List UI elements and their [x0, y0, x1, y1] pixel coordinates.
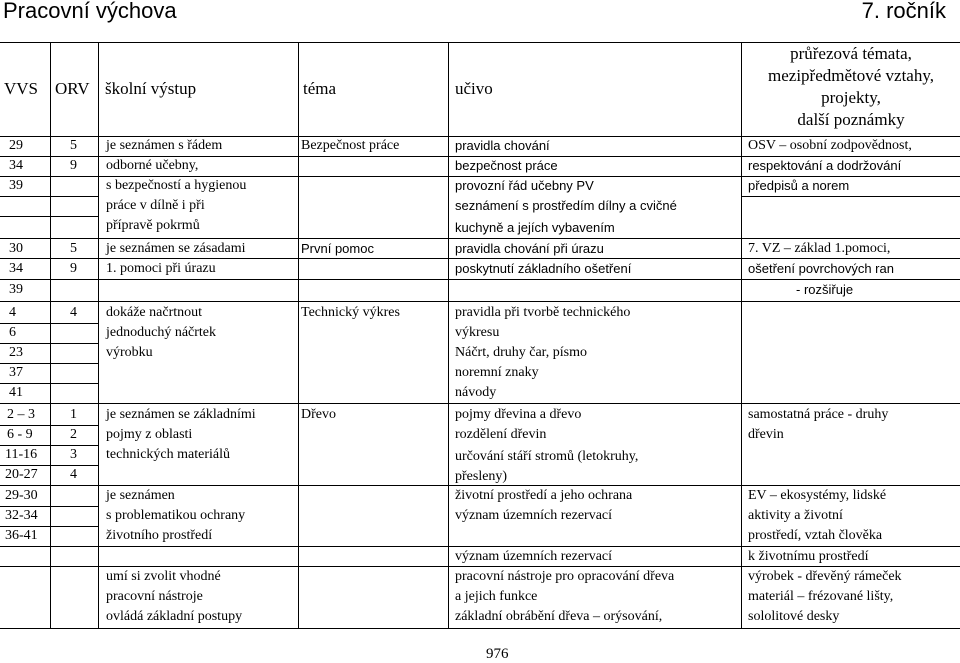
vystup-line: jednoduchý náčrtek — [106, 325, 217, 340]
subject-title: Pracovní výchova — [3, 0, 177, 23]
vystup-line: dokáže načrtnout — [106, 305, 203, 320]
vystup-line: práce v dílně i při — [106, 198, 205, 213]
rule — [0, 506, 98, 507]
rule — [0, 546, 960, 547]
ucivo-line: pojmy dřevina a dřevo — [455, 407, 582, 422]
ucivo-line: význam územních rezervací — [455, 549, 613, 564]
rule — [0, 136, 960, 137]
vystup-line: je seznámen se zásadami — [106, 241, 246, 256]
rule — [0, 238, 960, 239]
ucivo-line: výkresu — [455, 325, 500, 340]
vystup-line: výrobku — [106, 345, 153, 360]
topic-title: Dřevo — [301, 407, 336, 422]
ucivo-line: a jejich funkce — [455, 589, 538, 604]
vystup-line: ovládá základní postupy — [106, 609, 243, 624]
vvs-cell: 29-30 — [5, 488, 38, 503]
vystup-line: technických materiálů — [106, 447, 230, 462]
rule — [0, 216, 98, 217]
pt-line: ošetření povrchových ran — [748, 261, 894, 276]
ucivo-line: bezpečnost práce — [455, 158, 558, 173]
vvs-cell: 29 — [9, 138, 23, 153]
vvs-cell: 20-27 — [5, 467, 38, 482]
orv-cell: 4 — [70, 467, 77, 482]
col-rule — [298, 42, 299, 628]
vystup-line: je seznámen se základními — [106, 407, 256, 422]
ucivo-line: základní obrábění dřeva – orýsování, — [455, 609, 663, 624]
vystup-line: s problematikou ochrany — [106, 508, 246, 523]
rule — [0, 465, 98, 466]
rule — [0, 485, 960, 486]
rule — [0, 42, 960, 43]
ucivo-line: pravidla chování při úrazu — [455, 241, 604, 256]
rule — [0, 425, 98, 426]
col-header-vvs: VVS — [4, 79, 39, 98]
ucivo-line: životní prostředí a jeho ochrana — [455, 488, 633, 503]
ucivo-line: přesleny) — [455, 469, 508, 484]
pt-line: prostředí, vztah člověka — [748, 528, 883, 543]
pt-line: OSV – osobní zodpovědnost, — [748, 138, 912, 153]
ucivo-line: návody — [455, 385, 497, 400]
pt-line: EV – ekosystémy, lidské — [748, 488, 887, 503]
col-header-ucivo: učivo — [455, 79, 493, 98]
orv-cell: 4 — [70, 305, 77, 320]
vvs-cell: 41 — [9, 385, 23, 400]
vystup-line: 1. pomoci při úrazu — [106, 261, 216, 276]
vvs-cell: 11-16 — [5, 447, 38, 462]
ucivo-line: význam územních rezervací — [455, 508, 613, 523]
ucivo-line: určování stáří stromů (letokruhy, — [455, 449, 639, 464]
col-header-pt: mezipředmětové vztahy, — [768, 66, 934, 85]
pt-line: materiál – frézované lišty, — [748, 589, 894, 604]
orv-cell: 9 — [70, 261, 77, 276]
ucivo-line: poskytnutí základního ošetření — [455, 261, 632, 276]
vystup-line: odborné učebny, — [106, 158, 199, 173]
ucivo-line: rozdělení dřevin — [455, 427, 547, 442]
vvs-cell: 39 — [9, 178, 23, 193]
vystup-line: umí si zvolit vhodné — [106, 569, 221, 584]
orv-cell: 5 — [70, 241, 77, 256]
vvs-cell: 36-41 — [5, 528, 38, 543]
vystup-line: životního prostředí — [106, 528, 213, 543]
ucivo-line: provozní řád učebny PV — [455, 178, 594, 193]
vvs-cell: 23 — [9, 345, 23, 360]
rule — [0, 383, 98, 384]
ucivo-line: kuchyně a jejích vybavením — [455, 220, 615, 235]
ucivo-line: seznámení s prostředím dílny a cvičné — [455, 198, 677, 213]
col-header-pt: projekty, — [821, 88, 881, 107]
vvs-cell: 37 — [9, 365, 23, 380]
vvs-cell: 6 — [9, 325, 16, 340]
pt-line: samostatná práce - druhy — [748, 407, 889, 422]
ucivo-line: Náčrt, druhy čar, písmo — [455, 345, 588, 360]
pt-line: sololitové desky — [748, 609, 840, 624]
vystup-line: pojmy z oblasti — [106, 427, 193, 442]
col-header-orv: ORV — [55, 79, 90, 98]
vvs-cell: 4 — [9, 305, 16, 320]
pt-line: 7. VZ – základ 1.pomoci, — [748, 241, 891, 256]
page-number: 976 — [486, 646, 509, 662]
col-rule — [448, 42, 449, 628]
pt-line: k životnímu prostředí — [748, 549, 869, 564]
vystup-line: přípravě pokrmů — [106, 218, 200, 233]
vystup-line: je seznámen s řádem — [106, 138, 223, 153]
col-header-tema: téma — [303, 79, 337, 98]
ucivo-line: pravidla chování — [455, 138, 550, 153]
pt-line: předpisů a norem — [748, 178, 850, 193]
ucivo-line: pravidla při tvorbě technického — [455, 305, 631, 320]
orv-cell: 2 — [70, 427, 77, 442]
ucivo-line: noremní znaky — [455, 365, 539, 380]
vystup-line: pracovní nástroje — [106, 589, 203, 604]
rule — [0, 156, 960, 157]
orv-cell: 1 — [70, 407, 77, 422]
rule — [0, 566, 960, 567]
vystup-line: s bezpečností a hygienou — [106, 178, 247, 193]
rule — [0, 403, 960, 404]
vvs-cell: 34 — [9, 261, 23, 276]
pt-line: - rozšiřuje — [796, 282, 854, 297]
vvs-cell: 39 — [9, 282, 23, 297]
vvs-cell: 6 - 9 — [7, 427, 33, 442]
vystup-line: je seznámen — [106, 488, 175, 503]
pt-line: výrobek - dřevěný rámeček — [748, 569, 902, 584]
pt-line: dřevin — [748, 427, 784, 442]
ucivo-line: pracovní nástroje pro opracování dřeva — [455, 569, 675, 584]
rule — [741, 196, 960, 197]
rule — [0, 323, 98, 324]
rule — [0, 628, 960, 629]
col-header-pt: další poznámky — [797, 110, 905, 129]
vvs-cell: 34 — [9, 158, 23, 173]
topic-title: Bezpečnost práce — [301, 138, 400, 153]
vvs-cell: 32-34 — [5, 508, 38, 523]
pt-line: respektování a dodržování — [748, 158, 902, 173]
rule — [0, 258, 960, 259]
rule — [0, 343, 98, 344]
orv-cell: 3 — [70, 447, 77, 462]
rule — [0, 526, 98, 527]
vvs-cell: 2 – 3 — [7, 407, 35, 422]
orv-cell: 5 — [70, 138, 77, 153]
topic-title: Technický výkres — [301, 305, 400, 320]
col-header-pt: průřezová témata, — [790, 44, 912, 63]
rule — [0, 196, 98, 197]
orv-cell: 9 — [70, 158, 77, 173]
col-rule — [98, 42, 99, 628]
vvs-cell: 30 — [9, 241, 23, 256]
topic-title: První pomoc — [301, 241, 374, 256]
col-rule — [741, 42, 742, 628]
rule — [0, 301, 960, 302]
pt-line: aktivity a životní — [748, 508, 843, 523]
col-header-vystup: školní výstup — [105, 79, 197, 98]
rule — [0, 279, 960, 280]
rule — [0, 363, 98, 364]
grade-label: 7. ročník — [861, 0, 946, 23]
rule — [0, 176, 960, 177]
rule — [0, 445, 98, 446]
col-rule — [50, 42, 51, 628]
